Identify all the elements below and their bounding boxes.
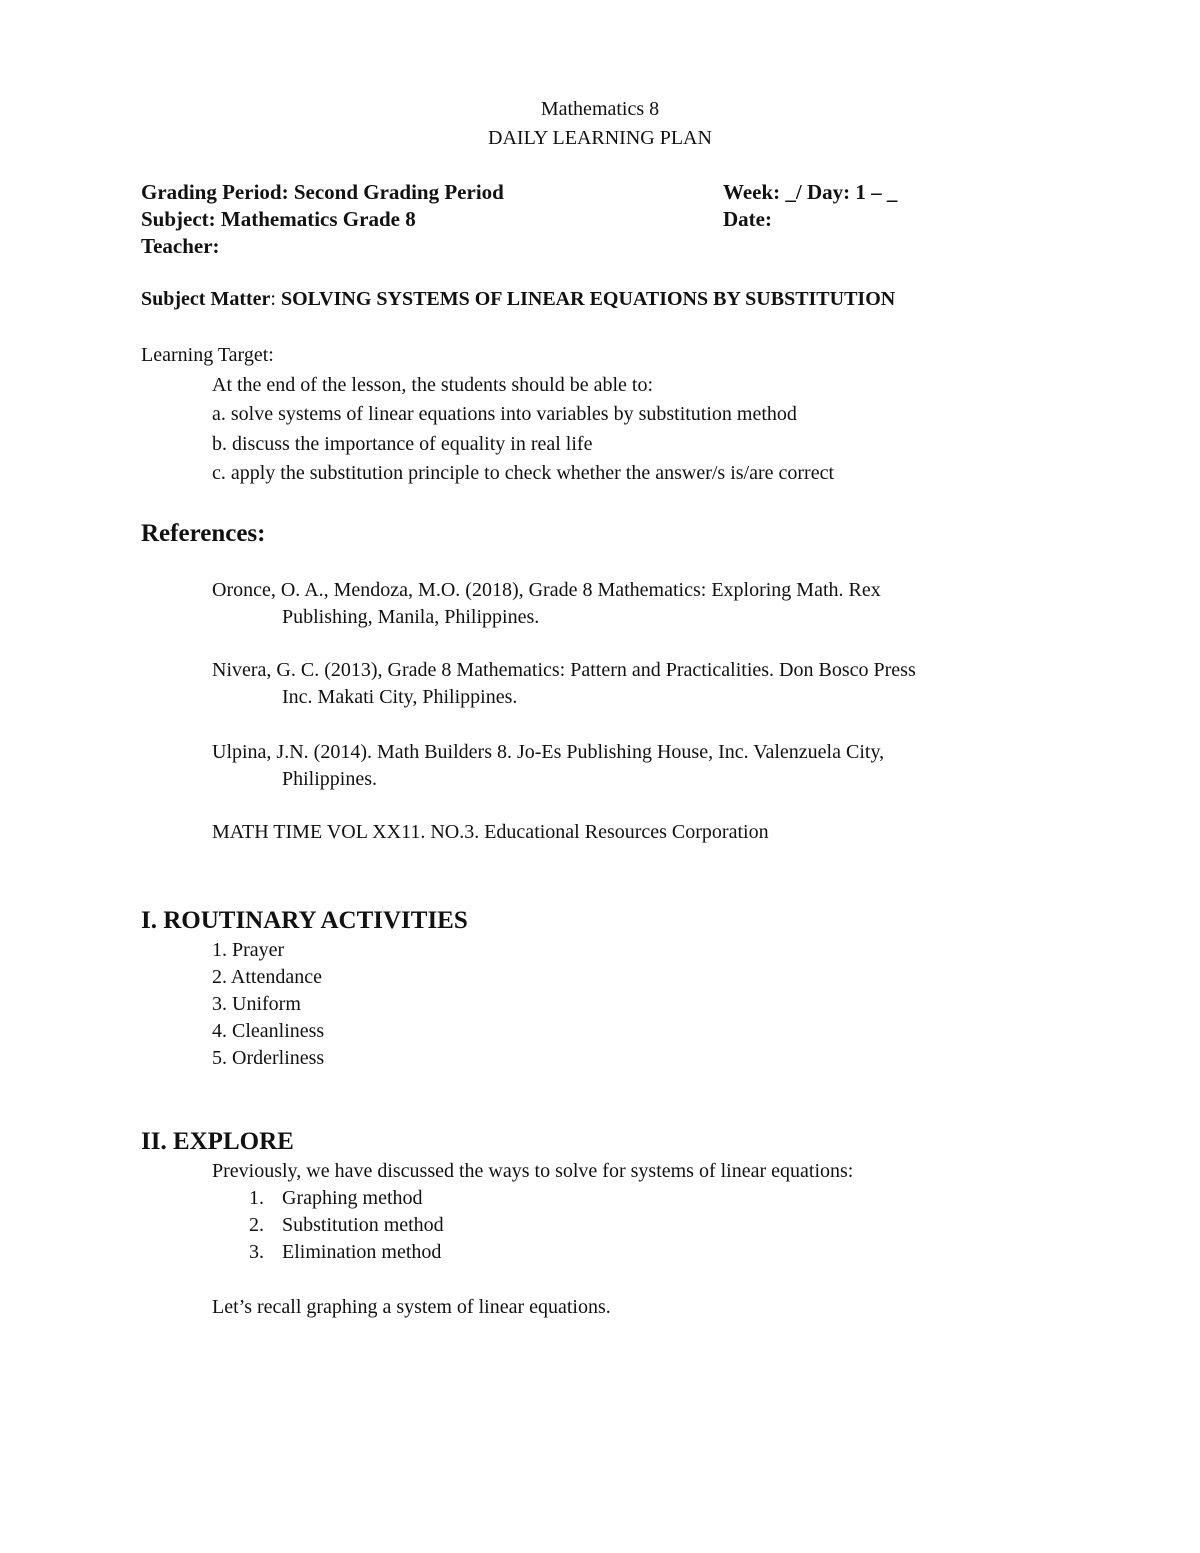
date-line: Date: [723,207,772,231]
reference-entry-line2: Inc. Makati City, Philippines. [282,686,518,708]
learning-target-item: a. solve systems of linear equations into variables by substitution method [212,403,797,425]
routinary-item: 4. Cleanliness [212,1020,325,1042]
reference-entry-line1: Ulpina, J.N. (2014). Math Builders 8. Jo-Es Publishing House, Inc. Valenzuela City, [212,741,885,763]
references-heading: References: [141,520,266,547]
method-number: 3. [249,1241,264,1263]
subject-matter-colon: : [270,288,281,310]
explore-recall: Let’s recall graphing a system of linear equations. [212,1296,611,1318]
subject-matter [141,286,895,312]
reference-entry-line1: Oronce, O. A., Mendoza, M.O. (2018), Grade 8 Mathematics: Exploring Math. Rex [212,579,881,601]
reference-entry-line2: Philippines. [282,768,378,790]
teacher-line: Teacher: [141,234,220,258]
subject-matter-label: Subject Matter [141,288,271,310]
subject-matter-value: SOLVING SYSTEMS OF LINEAR EQUATIONS BY SUBSTITUTION [280,288,896,310]
explore-intro: Previously, we have discussed the ways to solve for systems of linear equations: [212,1160,854,1182]
routinary-item: 2. Attendance [212,966,322,988]
learning-target-intro: At the end of the lesson, the students should be able to: [212,374,654,396]
routinary-item: 5. Orderliness [212,1047,325,1069]
learning-target-item: b. discuss the importance of equality in real life [212,433,593,455]
reference-entry-line1: Nivera, G. C. (2013), Grade 8 Mathematics: Pattern and Practicalities. Don Bosco Press [212,659,916,681]
week-day: Week: _/ Day: 1 – _ [723,180,898,204]
reference-entry-line1: MATH TIME VOL XX11. NO.3. Educational Resources Corporation [212,821,769,843]
reference-entry-line2: Publishing, Manila, Philippines. [282,606,540,628]
method-text: Substitution method [282,1214,444,1236]
method-text: Graphing method [282,1187,423,1209]
method-number: 2. [249,1214,264,1236]
subject-line: Subject: Mathematics Grade 8 [141,207,416,231]
explore-heading: II. EXPLORE [141,1128,294,1155]
document-subtitle: DAILY LEARNING PLAN [488,127,712,149]
routinary-item: 3. Uniform [212,993,301,1015]
learning-target-label: Learning Target: [141,344,274,366]
grading-period: Grading Period: Second Grading Period [141,180,504,204]
method-text: Elimination method [282,1241,442,1263]
learning-target-item: c. apply the substitution principle to check whether the answer/s is/are correct [212,462,835,484]
document-title: Mathematics 8 [540,98,660,120]
method-number: 1. [249,1187,264,1209]
routinary-heading: I. ROUTINARY ACTIVITIES [141,907,468,934]
routinary-item: 1. Prayer [212,939,285,961]
